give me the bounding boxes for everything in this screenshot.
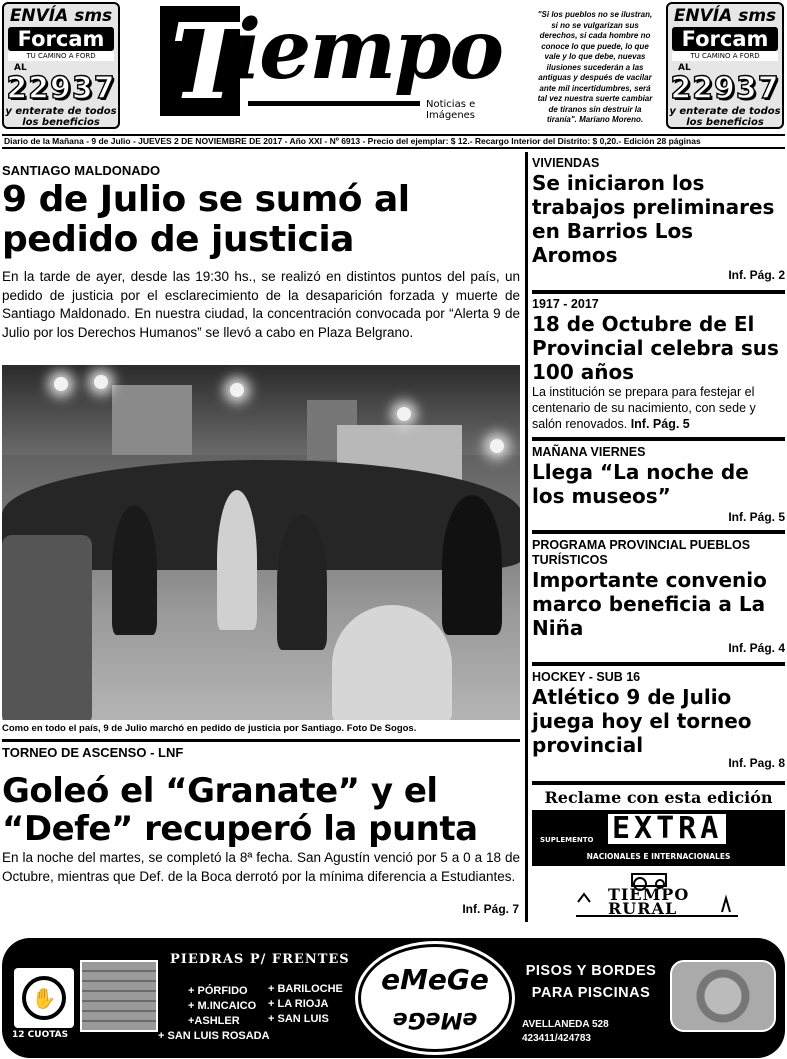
sidebar-divider [532,781,785,785]
sidebar-kicker: MAÑANA VIERNES [532,445,646,459]
stone-wall-image [80,960,158,1032]
photo-person-front [332,605,452,720]
column-divider [525,152,528,922]
logo-subtitle: Noticias e Imágenes [426,99,476,121]
sidebar-headline: 18 de Octubre de El Provincial celebra sus 100 años [532,312,779,384]
stone-item: + PÓRFIDO [188,985,248,997]
sidebar-headline: Importante convenio marco beneficia a La Niña [532,568,767,640]
secondary-body: En la noche del martes, se completó la 8ª fecha. San Agustín venció por 5 a 0 a 18 de Octubre, mientras que Def. de la Boca derrotó por la mínima diferencia a Estudiantes. [2,850,520,884]
sidebar-story-museos[interactable] [532,445,785,529]
sidebar-kicker: PROGRAMA PROVINCIAL PUEBLOS TURÍSTICOS [532,538,751,567]
main-headline[interactable]: 9 de Julio se sumó al pedido de justicia [2,179,410,260]
stone-list-a [188,984,256,1029]
emege-ad[interactable] [2,938,785,1058]
stone-item: + LA RIOJA [268,998,329,1010]
ad-number: 22937 [670,71,780,106]
ad-al: AL [14,63,27,73]
photo-caption: Como en todo el país, 9 de Julio marchó en pedido de justicia por Santiago. Foto De Sogos. [2,723,417,734]
extra-supplement-banner[interactable] [532,810,785,866]
newspaper-logo [160,0,522,123]
emege-brand: eMeGe [381,963,489,996]
sidebar-story-la-nina[interactable] [532,538,785,662]
sidebar-story-centenario[interactable] [532,297,785,435]
cuotas-logo [14,968,74,1028]
logo-letter: T [170,0,248,123]
forcam-ad-left[interactable] [2,2,120,129]
photo-lamp [230,383,244,397]
moreno-quote: "Si los pueblos no se ilustran, si no se vulgarizan sus derechos, si cada hombre no conoce lo que puede, lo que vale y lo que debe, nuevas ilusiones sucederán a las antiguas y después de vacilar ante mil incertidumbres, será tal vez nuestra suerte cambiar de tiranos sin destruir la tiranía". Mariano Moreno. [537,10,653,124]
pisos-heading [516,960,666,1004]
emege-brand-mirrored: eMeGe [392,1007,478,1032]
reclame-heading: Reclame con esta edición [544,788,773,807]
piedras-title: PIEDRAS P/ FRENTES [170,952,350,967]
photo-lamp [54,377,68,391]
ad-footer: y enterate de todos los beneficios [5,106,117,128]
emege-address: AVELLANEDA 528 [522,1019,609,1030]
ad-brand: Forcam [8,27,114,51]
photo-lamp [94,375,108,389]
ad-sms-text: ENVÍA sms [9,6,113,26]
tiempo-rural-logo[interactable] [572,872,742,920]
ad-al: AL [678,63,691,73]
ad-tagline: TU CAMINO A FORD [8,51,114,61]
secondary-headline[interactable]: Goleó el “Granate” y el “Defe” recuperó la punta [2,771,478,849]
ad-footer: y enterate de todos los beneficios [669,106,781,128]
emege-phone: 423411/424783 [522,1033,591,1044]
dateline: Diario de la Mañana - 9 de Julio - JUEVES 2 DE NOVIEMBRE DE 2017 - Año XXI - Nº 6913 - Precio del ejemplar: $ 12.- Recargo Interior del Distrito: $ 0,20.- Edición 28 páginas [2,134,785,149]
ad-number: 22937 [6,71,116,106]
logo-underline [248,101,420,106]
secondary-kicker: TORNEO DE ASCENSO - LNF [2,745,184,760]
sidebar-body-text: La institución se prepara para festejar el centenario de su nacimiento, con sede y salón renovados. [532,385,756,431]
stone-item: + BARILOCHE [268,983,343,995]
sidebar-headline: Se iniciaron los trabajos preliminares en Barrios Los Aromos [532,171,775,267]
photo-building [112,385,192,455]
extra-title: EXTRA [608,814,726,844]
sidebar-headline: Atlético 9 de Julio juega hoy el torneo provincial [532,685,752,757]
sidebar-page-ref[interactable]: Inf. Pág. 4 [728,641,785,655]
pisos-line-1: PISOS Y BORDES [525,963,657,979]
emege-logo [358,944,512,1052]
stone-item: +ASHLER [188,1015,240,1027]
photo-person [217,490,257,630]
main-photo [2,365,520,720]
sidebar-divider [532,530,785,534]
photo-lamp [490,439,504,453]
sidebar-kicker: 1917 - 2017 [532,297,599,311]
sidebar-page-ref[interactable]: Inf. Pág. 5 [728,510,785,524]
sidebar-story-hockey[interactable] [532,670,785,776]
stone-item: + M.INCAICO [188,1000,257,1012]
photo-lamp [397,407,411,421]
ad-brand: Forcam [672,27,778,51]
stone-list-b [268,982,343,1027]
sidebar-page-ref[interactable]: Inf. Pág. 2 [728,268,785,282]
stone-item: + SAN LUIS [268,1013,329,1025]
photo-monument [2,535,92,720]
stone-item: + SAN LUIS ROSADA [158,1030,270,1042]
logo-t-block [160,0,248,123]
sidebar-divider [532,437,785,441]
forcam-ad-right[interactable] [666,2,784,129]
extra-subtitle: NACIONALES E INTERNACIONALES [586,852,731,861]
sidebar-story-viviendas[interactable] [532,156,785,286]
sidebar-headline: Llega “La noche de los museos” [532,460,749,508]
logo-word: iempo [230,2,503,98]
ad-sms-text: ENVÍA sms [673,6,777,26]
photo-person [277,515,327,650]
sidebar-page-ref[interactable]: Inf. Pág. 5 [630,417,690,431]
main-kicker: SANTIAGO MALDONADO [2,163,161,178]
tiempo-rural-text: TIEMPO RURAL [608,885,690,918]
cuotas-label: 12 CUOTAS [12,1030,69,1040]
sidebar-kicker: VIVIENDAS [532,156,600,170]
emege-contact [522,1018,609,1046]
pool-tile-image [670,960,776,1032]
sidebar-divider [532,662,785,666]
ad-tagline: TU CAMINO A FORD [672,51,778,61]
secondary-page-ref[interactable]: Inf. Pág. 7 [462,902,519,916]
hand-icon: ✋ [22,976,66,1020]
section-divider [2,739,520,742]
pisos-line-2: PARA PISCINAS [531,985,651,1001]
photo-person [112,505,157,635]
sidebar-page-ref[interactable]: Inf. Pag. 8 [728,756,785,770]
photo-person [442,495,502,635]
sidebar-divider [532,290,785,294]
main-body: En la tarde de ayer, desde las 19:30 hs., se realizó en distintos puntos del país, un pedido de justicia por el esclarecimiento de la desaparición forzada y muerte de Santiago Maldonado. En nuestra ciudad, la concentración convocada por “Alerta 9 de Julio por los Derechos Humanos” se llevó a cabo en Plaza Belgrano. [2,269,520,340]
extra-suplemento-label: SUPLEMENTO [540,836,594,844]
sidebar-kicker: HOCKEY - SUB 16 [532,670,641,684]
sidebar-body [532,384,785,432]
